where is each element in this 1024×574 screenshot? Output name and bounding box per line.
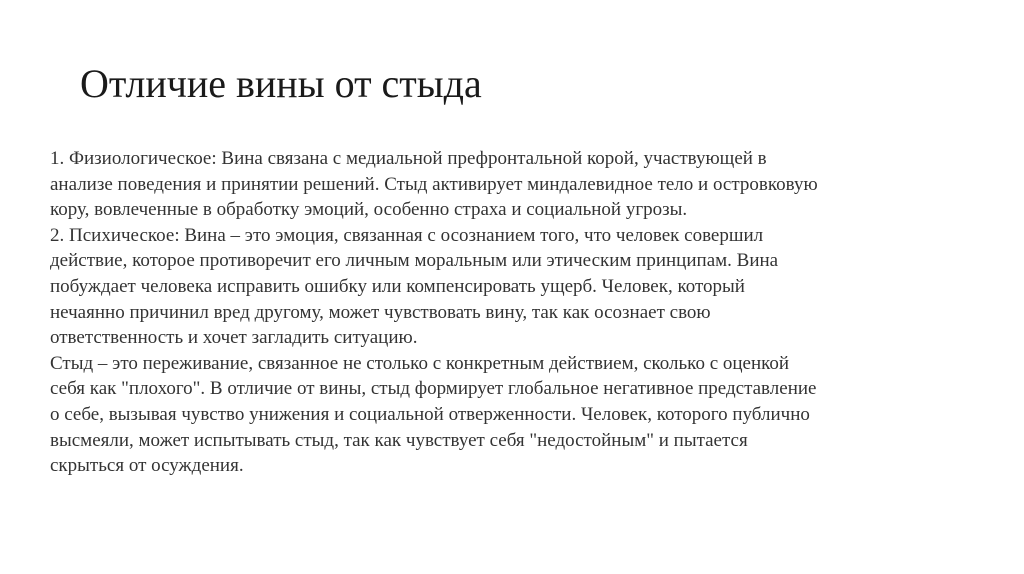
body-line: действие, которое противоречит его личным моральным или этическим принципам. Вина bbox=[50, 250, 779, 272]
body-line: анализе поведения и принятии решений. Стыд активирует миндалевидное тело и островковую bbox=[50, 173, 818, 195]
body-line: скрыться от осуждения. bbox=[50, 455, 244, 477]
body-line: кору, вовлеченные в обработку эмоций, особенно страха и социальной угрозы. bbox=[50, 199, 688, 221]
body-line: побуждает человека исправить ошибку или компенсировать ущерб. Человек, который bbox=[50, 275, 745, 297]
body-line: высмеяли, может испытывать стыд, так как чувствует себя "недостойным" и пытается bbox=[50, 429, 748, 451]
slide-body bbox=[50, 146, 950, 479]
body-line: себя как "плохого". В отличие от вины, стыд формирует глобальное негативное представление bbox=[50, 378, 817, 400]
body-line: 1. Физиологическое: Вина связана с медиальной префронтальной корой, участвующей в bbox=[50, 148, 767, 169]
body-line: Стыд – это переживание, связанное не столько с конкретным действием, сколько с оценкой bbox=[50, 352, 790, 374]
body-line: нечаянно причинил вред другому, может чувствовать вину, так как осознает свою bbox=[50, 301, 711, 323]
body-line: ответственность и хочет загладить ситуацию. bbox=[50, 327, 418, 349]
body-line: о себе, вызывая чувство унижения и социальной отверженности. Человек, которого публично bbox=[50, 403, 810, 425]
slide-title: Отличие вины от стыда bbox=[80, 61, 482, 106]
body-line: 2. Психическое: Вина – это эмоция, связанная с осознанием того, что человек совершил bbox=[50, 224, 764, 246]
